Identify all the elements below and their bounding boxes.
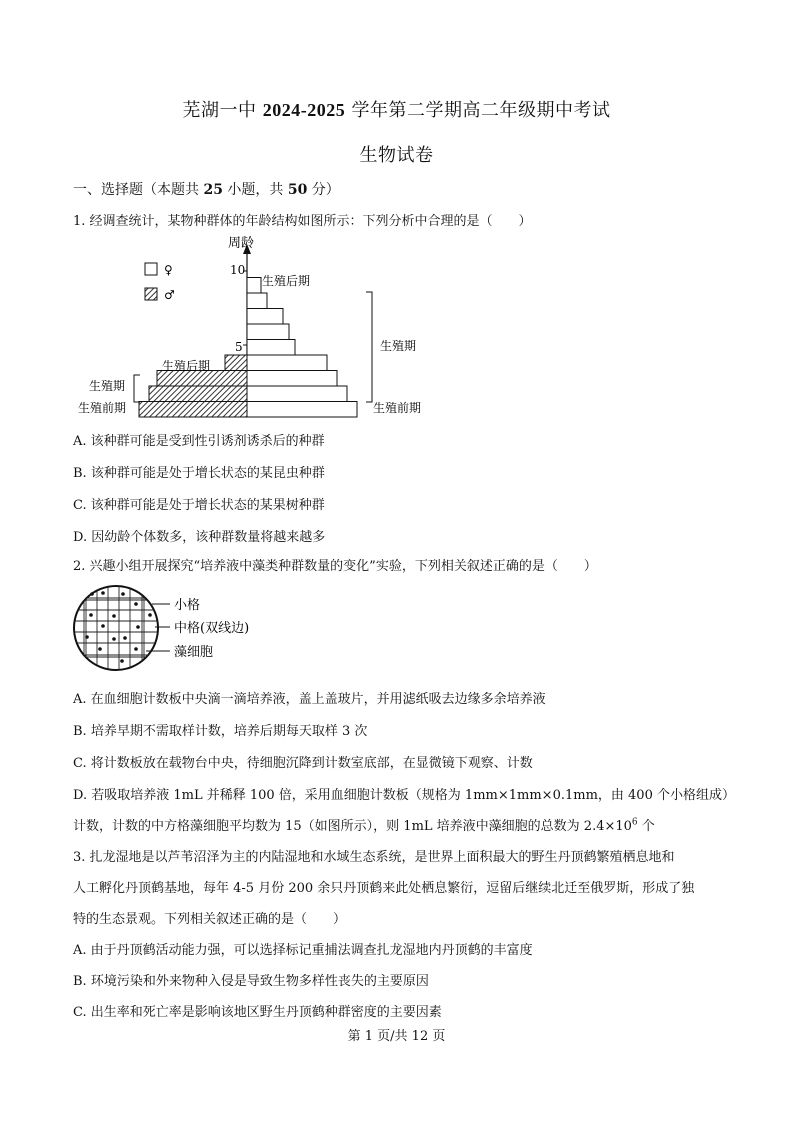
left-reproductive-bracket [134,375,140,402]
section-points: 50 [287,182,308,198]
female-bar-8 [247,293,267,309]
q2-option-a: A. 在血细胞计数板中央滴一滴培养液，盖上盖玻片，并用滤纸吸去边缘多余培养液 [73,692,546,707]
right-pre-reproductive-label: 生殖前期 [373,401,422,415]
female-bar-1 [247,402,357,418]
section-middle: 小题，共 [222,182,288,198]
q2-stem: 2. 兴趣小组开展探究“培养液中藻类种群数量的变化”实验，下列相关叙述正确的是（ ） [73,559,597,574]
q3-option-c: C. 出生率和死亡率是影响该地区野生丹顶鹤种群密度的主要因素 [73,1005,442,1020]
q2-option-d-line2-prefix: 计数，计数的中方格藻细胞平均数为 15（如图所示），则 1mL 培养液中藻细胞的总数为 2.4×10 [73,819,632,834]
female-bar-4 [247,355,327,371]
exam-title-suffix: 学年第二学期高二年级期中考试 [345,100,611,121]
exam-subtitle [0,141,793,167]
legend-female-box [145,263,157,275]
q1-age-pyramid-figure [0,232,793,432]
section-suffix: 分） [307,182,340,198]
right-reproductive-label: 生殖期 [380,339,417,353]
q2-option-d-exponent: 6 [631,817,638,828]
left-post-reproductive-label: 生殖后期 [162,359,211,373]
left-pre-reproductive-label: 生殖前期 [78,401,127,415]
q3-option-a: A. 由于丹顶鹤活动能力强，可以选择标记重捕法调查扎龙湿地内丹顶鹤的丰富度 [73,943,533,958]
q1-option-c: C. 该种群可能是处于增长状态的某果树种群 [73,498,325,513]
legend-male-symbol: ♂ [164,288,175,302]
q1-stem: 1. 经调查统计，某物种群体的年龄结构如图所示：下列分析中合理的是（ ） [73,214,532,229]
label-algae-cell: 藻细胞 [174,645,214,660]
female-bar-2 [247,386,347,402]
exam-subtitle-text: 生物试卷 [359,145,434,166]
q1-option-a: A. 该种群可能是受到性引诱剂诱杀后的种群 [73,434,325,449]
right-reproductive-bracket [366,292,372,402]
female-bars-group [247,278,357,418]
exam-title-prefix: 芜湖一中 [182,100,263,121]
male-bar-4 [225,355,247,371]
female-bar-9 [247,278,261,294]
q3-option-b: B. 环境污染和外来物种入侵是导致生物多样性丧失的主要原因 [73,974,429,989]
exam-title-years: 2024-2025 [262,100,346,120]
male-bar-1 [139,402,247,418]
left-reproductive-label: 生殖期 [89,379,126,393]
y-axis-label: 周龄 [228,236,255,251]
exam-title [0,96,793,122]
page-footer: 第 1 页/共 12 页 [347,1029,446,1044]
right-post-reproductive-label: 生殖后期 [262,274,311,288]
section-prefix: 一、选择题（本题共 [73,182,204,198]
section-heading [73,179,340,199]
q2-counting-chamber-figure [70,583,330,673]
q1-option-d: D. 因幼龄个体数多，该种群数量将越来越多 [73,530,326,545]
q3-stem-line-3: 特的生态景观。下列相关叙述正确的是（ ） [73,912,347,927]
q3-stem-line-2: 人工孵化丹顶鹤基地，每年 4-5 月份 200 余只丹顶鹤来此处栖息繁衍，逗留后继续北迁至俄罗斯，形成了独 [73,881,695,896]
legend-female-symbol: ♀ [164,263,173,277]
label-medium-square: 中格(双线边) [174,621,250,636]
label-small-square: 小格 [174,598,201,613]
q2-option-d-line2 [73,815,655,834]
female-bar-7 [247,309,283,325]
legend-male-box [145,288,157,300]
female-bar-5 [247,340,295,356]
q2-option-d-line2-suffix: 个 [637,819,655,834]
q3-stem-line-1: 3. 扎龙湿地是以芦苇沼泽为主的内陆湿地和水域生态系统，是世界上面积最大的野生丹顶鹤繁殖栖息地和 [73,850,675,865]
q2-option-b: B. 培养早期不需取样计数，培养后期每天取样 3 次 [73,724,368,739]
female-bar-6 [247,324,289,340]
tick-10-label: 10 [230,263,246,277]
q2-option-c: C. 将计数板放在载物台中央，待细胞沉降到计数室底部，在显微镜下观察、计数 [73,756,533,771]
tick-5-label: 5 [235,340,243,354]
female-bar-3 [247,371,337,387]
q1-option-b: B. 该种群可能是处于增长状态的某昆虫种群 [73,466,325,481]
section-count: 25 [203,182,223,198]
q2-option-d-line1: D. 若吸取培养液 1mL 并稀释 100 倍，采用血细胞计数板（规格为 1mm×1mm×0.1mm，由 400 个小格组成） [73,788,735,803]
male-bar-2 [149,386,247,402]
